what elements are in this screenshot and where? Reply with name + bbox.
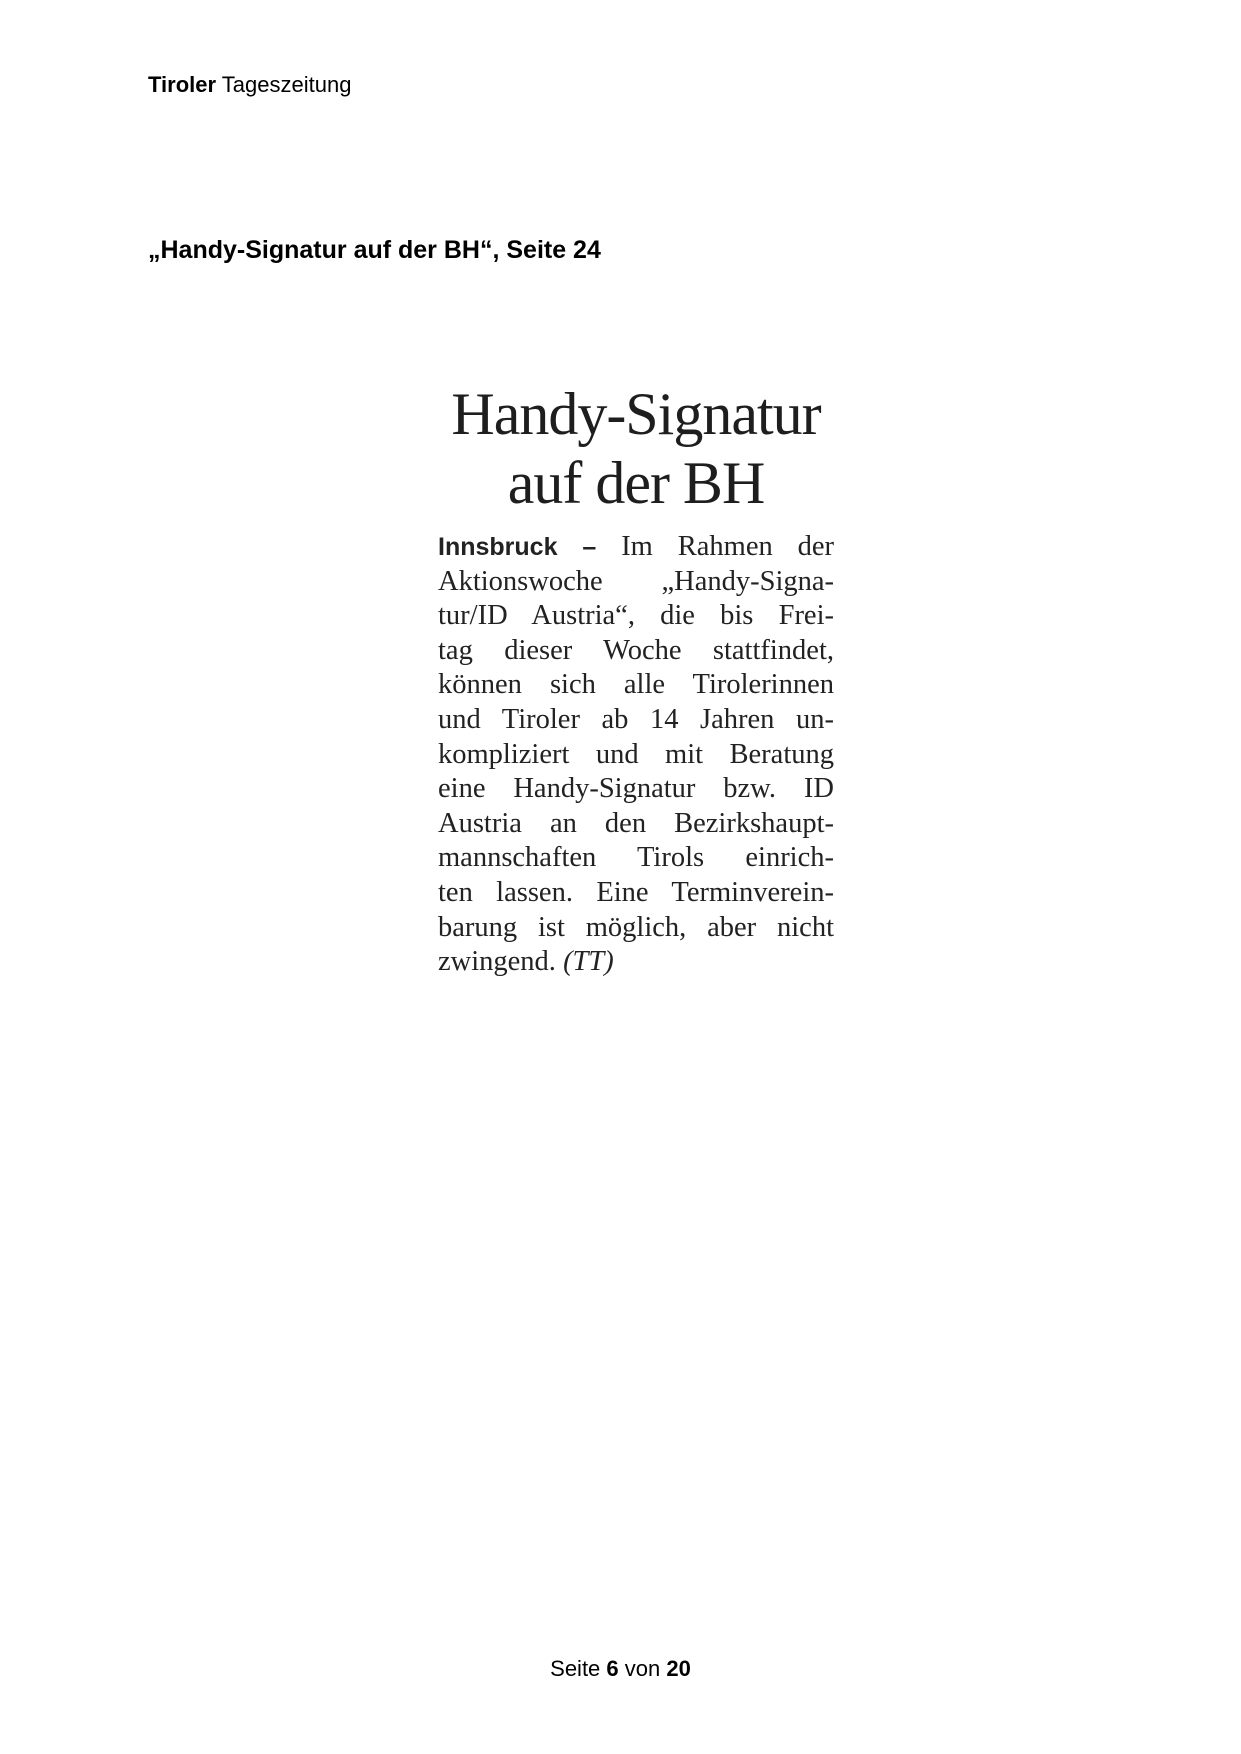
article-headline	[438, 380, 834, 518]
article-body-line: eine Handy-Signatur bzw. ID	[438, 773, 834, 805]
article-clipping	[438, 380, 834, 980]
footer-middle: von	[618, 1656, 667, 1681]
article-dateline-dash: –	[582, 533, 597, 561]
footer-page-number: 6	[606, 1656, 619, 1681]
headline-line-1: Handy-Signatur	[451, 381, 821, 447]
article-body-line: und Tiroler ab 14 Jahren un-	[438, 703, 834, 735]
footer-prefix: Seite	[550, 1656, 607, 1681]
page-footer	[0, 1656, 1241, 1682]
article-body	[438, 530, 834, 980]
source-title: „Handy-Signatur auf der BH“, Seite 24	[148, 236, 601, 264]
article-body-line: können sich alle Tirolerinnen	[438, 669, 834, 701]
article-body-line: barung ist möglich, aber nicht	[438, 911, 834, 943]
article-body-last-line	[438, 945, 834, 980]
article-body-line-text: zwingend.	[438, 946, 564, 978]
article-body-line: tur/ID Austria“, die bis Frei-	[438, 600, 834, 632]
article-body-line: ten lassen. Eine Terminverein-	[438, 876, 834, 908]
publisher-name-regular: Tageszeitung	[221, 72, 352, 97]
article-body-line: Aktionswoche „Handy-Signa-	[438, 565, 834, 597]
article-dateline: Innsbruck	[438, 533, 558, 561]
article-body-line: Austria an den Bezirkshaupt-	[438, 807, 834, 839]
headline-line-2: auf der BH	[507, 450, 765, 516]
article-body-line: tag dieser Woche stattfindet,	[438, 634, 834, 666]
article-body-line	[438, 530, 834, 565]
footer-page-total: 20	[666, 1656, 691, 1681]
article-credit: (TT)	[563, 946, 614, 978]
publisher-name-bold: Tiroler	[148, 72, 217, 97]
article-body-line: mannschaften Tirols einrich-	[438, 842, 834, 874]
article-body-line: kompliziert und mit Beratung	[438, 738, 834, 770]
article-body-line-text: Im Rahmen der	[596, 531, 835, 562]
publisher-name	[148, 72, 351, 98]
